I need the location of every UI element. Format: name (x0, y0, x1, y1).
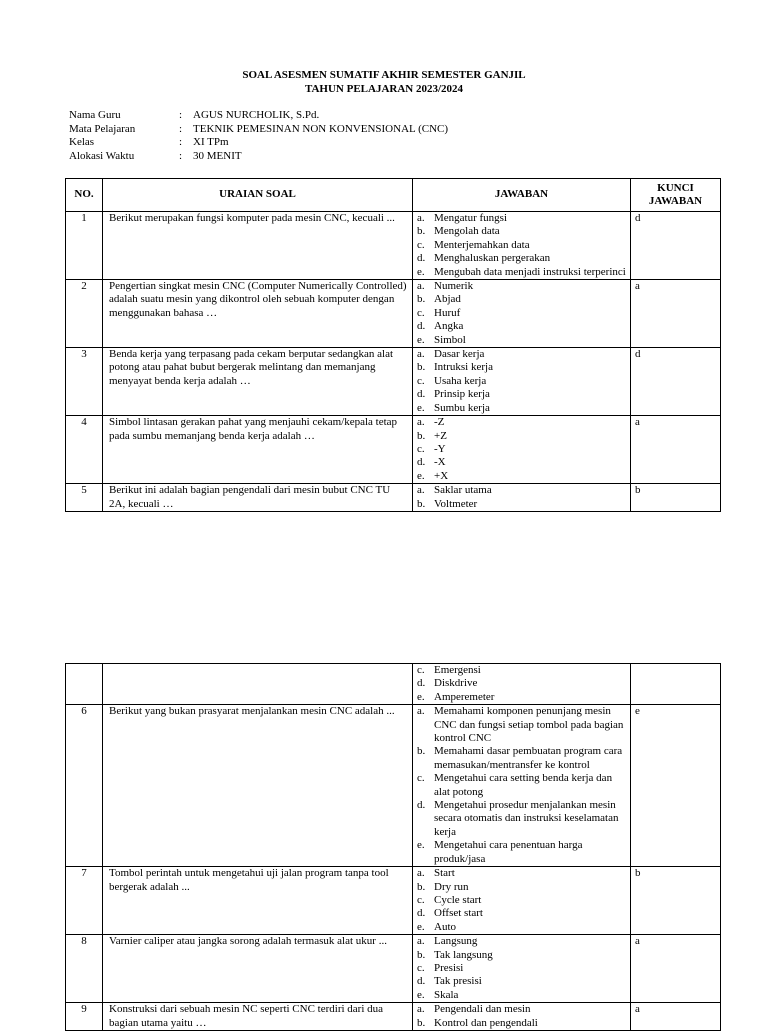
options-list (417, 484, 626, 511)
answer-options (413, 484, 631, 512)
option-text: Tak presisi (434, 975, 482, 988)
answer-options (413, 935, 631, 1003)
table-header-row (66, 179, 721, 212)
table-row (66, 705, 721, 867)
option-letter: a. (417, 705, 425, 718)
list-item (417, 962, 626, 975)
option-letter: d. (417, 252, 426, 265)
option-text: Cycle start (434, 893, 482, 906)
option-text: Mengolah data (434, 225, 500, 238)
answer-options (413, 867, 631, 935)
question-text: Simbol lintasan gerakan pahat yang menjauhi cekam/kepala tetap pada sumbu memanjang benda kerja adalah … (103, 416, 413, 484)
option-text: Emergensi (434, 664, 481, 676)
list-item (417, 907, 626, 920)
option-letter: e. (417, 988, 425, 1001)
option-letter: d. (417, 799, 426, 812)
options-list (417, 416, 626, 483)
answer-options (413, 416, 631, 484)
list-item (417, 975, 626, 988)
answer-options (413, 664, 631, 705)
list-item (417, 839, 626, 866)
answer-key: d (631, 348, 721, 416)
info-value: AGUS NURCHOLIK, S.Pd. (193, 109, 320, 121)
info-label: Nama Guru (69, 109, 121, 121)
option-text: Dasar kerja (434, 348, 485, 361)
option-text: Start (434, 867, 455, 880)
option-text: Langsung (434, 935, 478, 948)
option-text: Sumbu kerja (434, 401, 490, 414)
question-table-continued (65, 663, 721, 1031)
answer-options (413, 1003, 631, 1031)
option-text: Usaha kerja (434, 374, 487, 387)
question-number: 6 (66, 705, 103, 867)
question-text: Tombol perintah untuk mengetahui uji jalan program tanpa tool bergerak adalah ... (103, 867, 413, 935)
answer-key: b (631, 867, 721, 935)
option-text: Mengatur fungsi (434, 212, 508, 224)
option-letter: a. (417, 416, 425, 429)
option-text: Abjad (434, 293, 461, 306)
option-text: Memahami komponen penunjang mesin CNC dan fungsi setiap tombol pada bagian kontrol CNC (434, 705, 624, 745)
option-letter: a. (417, 280, 425, 293)
info-block (69, 109, 448, 163)
options-list (417, 664, 626, 704)
answer-key: a (631, 1003, 721, 1031)
table-row (66, 416, 721, 484)
list-item (417, 430, 626, 443)
info-label: Mata Pelajaran (69, 122, 136, 135)
list-item (417, 894, 626, 907)
page-gap (0, 560, 768, 640)
list-item (417, 225, 626, 238)
answer-key: a (631, 935, 721, 1003)
list-item (417, 388, 626, 401)
option-letter: d. (417, 320, 426, 333)
table-row (66, 935, 721, 1003)
option-text: Prinsip kerja (434, 388, 490, 401)
question-text: Berikut yang bukan prasyarat menjalankan mesin CNC adalah ... (103, 705, 413, 867)
table-row (66, 280, 721, 348)
header-question: URAIAN SOAL (103, 179, 413, 212)
option-letter: b. (417, 745, 426, 758)
list-item (417, 799, 626, 839)
info-value: 30 MENIT (193, 149, 242, 162)
options-list (417, 348, 626, 415)
option-text: Mengetahui cara penentuan harga produk/jasa (434, 839, 583, 865)
question-number: 9 (66, 1003, 103, 1031)
option-letter: e. (417, 920, 425, 933)
option-letter: c. (417, 442, 425, 455)
option-letter: c. (417, 238, 425, 251)
list-item (417, 772, 626, 799)
option-text: Memahami dasar pembuatan program cara memasukan/mentransfer ke kontrol (434, 745, 623, 771)
option-text: Saklar utama (434, 484, 492, 497)
question-text: Benda kerja yang terpasang pada cekam berputar sedangkan alat potong atau pahat bubut bergerak melintang dan memanjang menyayat benda kerja adalah … (103, 348, 413, 416)
option-letter: b. (417, 361, 426, 374)
list-item (417, 361, 626, 374)
list-item (417, 691, 626, 704)
option-text: Dry run (434, 880, 469, 893)
header-answer: JAWABAN (413, 179, 631, 212)
option-letter: a. (417, 935, 425, 948)
option-text: -X (434, 456, 446, 469)
info-colon: : (179, 149, 183, 162)
option-text: Menghaluskan pergerakan (434, 252, 551, 265)
info-row-subject (69, 123, 448, 137)
header-key-line1: KUNCI (657, 181, 694, 194)
list-item (417, 949, 626, 962)
list-item (417, 664, 626, 677)
question-number: 2 (66, 280, 103, 348)
option-letter: d. (417, 907, 426, 920)
list-item (417, 867, 626, 880)
option-letter: c. (417, 664, 425, 676)
option-letter: c. (417, 772, 425, 785)
document-subtitle: TAHUN PELAJARAN 2023/2024 (304, 83, 464, 95)
option-letter: b. (417, 293, 426, 306)
option-text: Menterjemahkan data (434, 238, 530, 251)
option-text: Mengetahui cara setting benda kerja dan alat potong (434, 772, 613, 798)
option-text: Amperemeter (434, 690, 495, 703)
option-letter: c. (417, 374, 425, 387)
option-letter: e. (417, 690, 425, 703)
answer-key: e (631, 705, 721, 867)
info-label: Kelas (69, 136, 95, 148)
question-number: 3 (66, 348, 103, 416)
options-list (417, 212, 626, 279)
option-text: Pengendali dan mesin (434, 1003, 531, 1016)
header-key-line2: JAWABAN (648, 195, 703, 207)
option-text: Presisi (434, 961, 464, 974)
list-item (417, 402, 626, 415)
list-item (417, 266, 626, 279)
list-item (417, 881, 626, 894)
option-letter: a. (417, 1003, 425, 1016)
table-row (66, 664, 721, 705)
option-text: Intruksi kerja (434, 361, 493, 374)
question-number: 1 (66, 212, 103, 280)
options-list (417, 280, 626, 347)
page-2 (0, 640, 768, 1029)
info-value: XI TPm (193, 136, 229, 148)
options-list (417, 935, 626, 1002)
document-title: SOAL ASESMEN SUMATIF AKHIR SEMESTER GANJIL (242, 69, 526, 81)
answer-options (413, 280, 631, 348)
info-row-time (69, 150, 448, 164)
option-letter: d. (417, 677, 426, 690)
header-key (631, 179, 721, 212)
option-letter: d. (417, 388, 426, 401)
info-row-class (69, 136, 448, 150)
header-no: NO. (66, 179, 103, 212)
list-item (417, 498, 626, 511)
info-row-teacher (69, 109, 448, 123)
option-letter: c. (417, 961, 425, 974)
question-number: 7 (66, 867, 103, 935)
list-item (417, 677, 626, 690)
table-row (66, 212, 721, 280)
option-text: Mengetahui prosedur menjalankan mesin secara otomatis dan instruksi keselamatan kerja (434, 799, 619, 838)
option-letter: e. (417, 469, 425, 482)
options-list (417, 1003, 626, 1030)
question-number (66, 664, 103, 705)
info-value: TEKNIK PEMESINAN NON KONVENSIONAL (CNC) (193, 122, 449, 135)
answer-key: a (631, 280, 721, 348)
list-item (417, 307, 626, 320)
option-text: Auto (434, 920, 456, 933)
list-item (417, 293, 626, 306)
question-text: Varnier caliper atau jangka sorong adalah termasuk alat ukur ... (103, 935, 413, 1003)
option-letter: e. (417, 333, 425, 346)
option-letter: d. (417, 456, 426, 469)
list-item (417, 252, 626, 265)
info-colon: : (179, 136, 183, 148)
option-text: +Z (434, 429, 447, 442)
list-item (417, 239, 626, 252)
list-item (417, 456, 626, 469)
table-row (66, 484, 721, 512)
option-letter: a. (417, 867, 425, 880)
question-text: Berikut ini adalah bagian pengendali dari mesin bubut CNC TU 2A, kecuali … (103, 484, 413, 512)
option-letter: c. (417, 893, 425, 906)
list-item (417, 375, 626, 388)
list-item (417, 470, 626, 483)
option-text: Tak langsung (434, 948, 493, 961)
list-item (417, 1003, 626, 1016)
question-table (65, 178, 721, 512)
option-letter: a. (417, 212, 425, 224)
question-number: 4 (66, 416, 103, 484)
option-letter: b. (417, 429, 426, 442)
list-item (417, 745, 626, 772)
option-letter: a. (417, 484, 425, 497)
list-item (417, 484, 626, 497)
list-item (417, 921, 626, 934)
list-item (417, 1017, 626, 1030)
option-text: Huruf (434, 306, 461, 319)
list-item (417, 416, 626, 429)
option-text: Kontrol dan pengendali (434, 1016, 538, 1029)
list-item (417, 443, 626, 456)
question-text: Berikut merupakan fungsi komputer pada mesin CNC, kecuali ... (103, 212, 413, 280)
option-text: Voltmeter (434, 497, 478, 510)
table-row (66, 867, 721, 935)
table-row (66, 348, 721, 416)
list-item (417, 334, 626, 347)
option-text: Offset start (434, 907, 483, 920)
options-list (417, 867, 626, 934)
option-letter: e. (417, 839, 425, 852)
question-text (103, 664, 413, 705)
answer-options (413, 348, 631, 416)
option-letter: b. (417, 948, 426, 961)
option-letter: e. (417, 265, 425, 278)
answer-options (413, 212, 631, 280)
list-item (417, 348, 626, 361)
option-text: Angka (434, 320, 464, 333)
list-item (417, 280, 626, 293)
info-label: Alokasi Waktu (69, 149, 135, 162)
option-letter: b. (417, 497, 426, 510)
options-list (417, 705, 626, 866)
question-text: Konstruksi dari sebuah mesin NC seperti CNC terdiri dari dua bagian utama yaitu … (103, 1003, 413, 1031)
answer-key: a (631, 416, 721, 484)
question-text: Pengertian singkat mesin CNC (Computer Numerically Controlled) adalah suatu mesin yang dikontrol oleh sebuah komputer dengan menggunakan bahasa … (103, 280, 413, 348)
option-text: Skala (434, 988, 459, 1001)
option-text: Diskdrive (434, 677, 478, 690)
option-text: +X (434, 469, 449, 482)
list-item (417, 212, 626, 225)
answer-key (631, 664, 721, 705)
option-letter: b. (417, 880, 426, 893)
answer-key: d (631, 212, 721, 280)
answer-key: b (631, 484, 721, 512)
list-item (417, 935, 626, 948)
option-letter: b. (417, 225, 426, 238)
option-text: -Y (434, 442, 446, 455)
question-number: 5 (66, 484, 103, 512)
option-letter: d. (417, 975, 426, 988)
option-text: Numerik (434, 280, 474, 293)
info-colon: : (179, 122, 183, 135)
list-item (417, 320, 626, 333)
option-text: Mengubah data menjadi instruksi terperinci (434, 265, 626, 278)
option-letter: b. (417, 1016, 426, 1029)
option-letter: a. (417, 348, 425, 361)
answer-options (413, 705, 631, 867)
question-number: 8 (66, 935, 103, 1003)
option-text: Simbol (434, 333, 466, 346)
table-row (66, 1003, 721, 1031)
info-colon: : (179, 109, 183, 121)
list-item (417, 705, 626, 745)
option-text: -Z (434, 416, 445, 429)
option-letter: c. (417, 306, 425, 319)
list-item (417, 989, 626, 1002)
option-letter: e. (417, 401, 425, 414)
